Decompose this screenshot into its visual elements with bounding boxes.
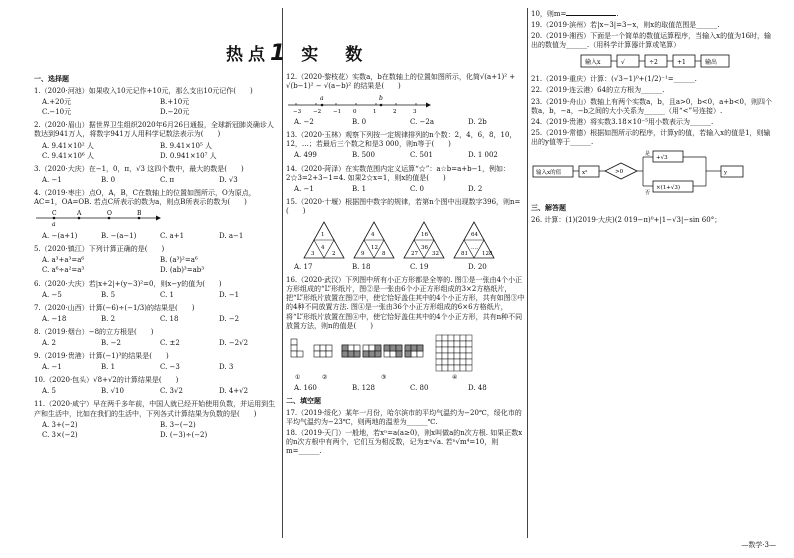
axis-point xyxy=(108,217,111,220)
grid-cell xyxy=(363,351,369,357)
axis-tick-label: −1 xyxy=(333,109,342,116)
grid-cell xyxy=(442,347,448,353)
grid-cell xyxy=(448,347,454,353)
grid-cell xyxy=(369,345,375,351)
grid-cell xyxy=(448,353,454,359)
triangle-number: 1 xyxy=(321,232,325,239)
figure-label: ① xyxy=(295,373,301,381)
answer-option: B. √10 xyxy=(101,387,124,396)
question-text: 25.（2019·常德）根据如图所示的程序，计算y的值，若输入x的值是1，则输出的y值等于______. xyxy=(531,128,771,146)
grid-cell xyxy=(466,335,472,341)
figure-label: ② xyxy=(322,373,328,381)
answer-options xyxy=(42,232,278,241)
question-text: 18.（2019·天门）一般地，若xⁿ=a(a≥0)，则x叫做a的n次方根. 如果正数x的n次方根中有两个，它们互为相反数，记为±ⁿ√a. 若ⁿ√m⁴=10，则m=______. xyxy=(286,429,523,456)
grid-cell xyxy=(320,345,326,351)
grid-cell xyxy=(354,351,360,357)
answer-option: D.−20元 xyxy=(160,108,190,117)
flow-input-label: 输入x的值 xyxy=(536,170,562,177)
question-text: 11.（2020·咸宁）早在两千多年前，中国人就已经开始使用负数，并运用到生产和生活中，比如在我们的生活中，下列各式计算结果为负数的是( ) xyxy=(34,400,276,418)
axis-tick-label: 0 xyxy=(353,109,357,116)
axis-point xyxy=(321,104,324,107)
answer-options xyxy=(42,176,278,185)
answer-options xyxy=(42,421,278,440)
grid-cell xyxy=(342,345,348,351)
number-line-q4 xyxy=(34,209,164,229)
grid-cell xyxy=(448,365,454,371)
answer-option: B. 2 xyxy=(101,314,116,323)
middle-column xyxy=(286,73,526,458)
grid-cell xyxy=(384,351,390,357)
grid-cell xyxy=(460,347,466,353)
answer-options xyxy=(42,142,278,161)
section-heading-fill: 二、填空题 xyxy=(286,396,321,405)
triangle-number: 128 xyxy=(482,251,493,258)
flow-bottom-label: ×(1+√3) xyxy=(656,185,681,192)
grid-cell xyxy=(448,359,454,365)
grid-cell xyxy=(466,347,472,353)
answer-option: D. 20 xyxy=(468,263,487,272)
question-text: 3.（2020·大庆）在−1，0，π，√3 这四个数中，最大的数是( ) xyxy=(34,164,244,173)
answer-option: C. π xyxy=(160,175,175,184)
flow-box-label: 输入x xyxy=(585,59,601,67)
answer-option: C. a⁶÷a²=a³ xyxy=(42,266,85,275)
answer-option: A. −1 xyxy=(42,363,62,372)
question-text: 8.（2019·烟台）−8的立方根是( ) xyxy=(34,327,154,336)
answer-option: D. 0.941×10⁷ 人 xyxy=(160,151,217,160)
page-footer: —数学·3— xyxy=(741,540,776,549)
answer-option: C. a+1 xyxy=(160,232,185,241)
answer-options xyxy=(294,118,526,127)
answer-options xyxy=(294,151,526,160)
flow-yes-label: 是 xyxy=(645,151,651,158)
answer-option: A. a³+a³=a⁶ xyxy=(42,256,85,265)
answer-option: D. −2 xyxy=(219,314,240,323)
answer-option: A.+20元 xyxy=(42,98,72,107)
grid-cell xyxy=(390,345,396,351)
question-text: 24.（2019·贵港）将实数3.18×10⁻⁵用小数表示为______. xyxy=(531,117,714,126)
answer-option: C. 1 xyxy=(160,290,175,299)
answer-option: A. 160 xyxy=(294,383,317,392)
axis-point xyxy=(53,217,56,220)
answer-option: B. 128 xyxy=(352,383,375,392)
axis-point-label: a xyxy=(320,95,324,103)
answer-options xyxy=(294,384,526,393)
answer-options xyxy=(294,185,526,194)
question-text: 26. 计算：(1)(2019·大庆)(2 019−π)⁰+|1−√3|−sin 60°； xyxy=(531,216,722,225)
triangle-number: 16 xyxy=(421,232,428,239)
grid-cell xyxy=(454,365,460,371)
column-divider-2 xyxy=(527,8,528,538)
grid-cell xyxy=(436,365,442,371)
answer-options xyxy=(42,98,278,117)
grid-cell xyxy=(436,359,442,365)
flow-box-label: +1 xyxy=(677,59,686,67)
triangle-number: .... xyxy=(471,245,478,252)
grid-cell xyxy=(454,341,460,347)
grid-cell xyxy=(442,353,448,359)
answer-options xyxy=(294,263,526,272)
triangle-number: 32 xyxy=(432,251,439,258)
answer-option: D. √3 xyxy=(219,175,238,184)
answer-option: D. 1 002 xyxy=(468,151,498,160)
question-text: 21.（2019·重庆）计算：(√3−1)⁰+(1/2)⁻¹=______. xyxy=(531,75,697,84)
flow-output-label: y xyxy=(724,170,728,177)
answer-option: B. 1 xyxy=(101,363,116,372)
question-text: 4.（2019·枣庄）点O，A，B，C在数轴上的位置如图所示，O为原点，AC=1，OA=OB. 若点C所表示的数为a，则点B所表示的数为( ) xyxy=(34,188,256,207)
answer-option: A. −1 xyxy=(294,184,314,193)
triangle-number: 64 xyxy=(471,232,478,239)
triangle-number: 36 xyxy=(421,245,428,252)
right-column xyxy=(531,8,775,227)
question-text: 10.（2020·包头）√8+√2的计算结果是( ) xyxy=(34,376,179,385)
axis-tick-label: 1 xyxy=(373,109,377,116)
answer-option: A. 2 xyxy=(42,338,56,347)
grid-cell xyxy=(297,351,303,357)
grid-cell xyxy=(466,341,472,347)
grid-cell xyxy=(466,365,472,371)
left-column xyxy=(34,73,278,444)
answer-option: D. a−1 xyxy=(219,232,244,241)
question-text: 9.（2019·贵港）计算(−1)³的结果是( ) xyxy=(34,352,169,361)
answer-option: A. −(a+1) xyxy=(42,232,78,241)
answer-option: C. −3 xyxy=(160,363,180,372)
answer-option: B. −2 xyxy=(101,338,121,347)
grid-cell xyxy=(363,345,369,351)
grid-cell xyxy=(384,345,390,351)
answer-options xyxy=(42,291,278,300)
flow-decision-label: >0 xyxy=(615,169,624,176)
grid-cell xyxy=(436,341,442,347)
flow-box-label: ÷2 xyxy=(649,59,658,67)
triangle-number: 4 xyxy=(371,232,375,239)
grid-cell xyxy=(442,335,448,341)
question-text: 7.（2020·山西）计算(−6)÷(−1/3)的结果是( ) xyxy=(34,303,195,312)
grid-cell xyxy=(314,351,320,357)
answer-option: B. 3−(−2) xyxy=(160,420,196,429)
flow-square-label: x² xyxy=(582,170,588,177)
answer-option: A. −2 xyxy=(294,118,314,127)
axis-label: O xyxy=(107,210,112,218)
answer-option: A. 499 xyxy=(294,151,317,160)
answer-option: A. 17 xyxy=(294,263,313,272)
axis-point xyxy=(380,104,383,107)
question-text: 2.（2020·眉山）据世界卫生组织2020年6月26日通报，全球新冠肺炎确诊人数达到941万人，将数字941万人用科学记数法表示为( ) xyxy=(34,121,274,139)
grid-cell xyxy=(460,335,466,341)
grid-cell xyxy=(291,345,297,351)
triangle-pattern-figure xyxy=(286,218,496,260)
column-divider-1 xyxy=(282,8,283,538)
axis-point xyxy=(138,217,141,220)
grid-cell xyxy=(375,351,381,357)
question-text: 15.（2020·十堰）根据图中数字的规律，若第n个图中出现数字396，则n=( ) xyxy=(286,197,521,215)
axis-label: A xyxy=(77,210,82,218)
grid-cell xyxy=(454,359,460,365)
question-text: 14.（2020·菏泽）在实数范围内定义运算“☆”：a☆b=a+b−1，例如：2☆3=2+3−1=4. 如果2☆x=1，则x的值是( ) xyxy=(286,164,510,182)
number-line-q12 xyxy=(286,93,436,115)
grid-figures-q16 xyxy=(286,333,506,381)
triangle-number: 27 xyxy=(411,251,418,258)
grid-cell xyxy=(436,335,442,341)
answer-option: A. −5 xyxy=(42,290,62,299)
answer-option: B. −(a−1) xyxy=(101,232,137,241)
answer-option: D. 48 xyxy=(468,383,487,392)
grid-cell xyxy=(396,345,402,351)
grid-cell xyxy=(454,353,460,359)
grid-cell xyxy=(314,345,320,351)
grid-cell xyxy=(369,351,375,357)
grid-cell xyxy=(466,359,472,365)
answer-option: C. 501 xyxy=(410,151,433,160)
grid-cell xyxy=(396,351,402,357)
answer-option: C. 3×(−2) xyxy=(42,430,78,439)
grid-cell xyxy=(460,341,466,347)
grid-cell xyxy=(436,353,442,359)
answer-option: C.−10元 xyxy=(42,108,72,117)
question-text: 17.（2019·绥化）某年一月份，哈尔滨市的平均气温约为−20℃，绥化市的平均气温约为−23℃，则两地的温差为______℃. xyxy=(286,408,522,426)
grid-cell xyxy=(291,351,297,357)
answer-option: D. (−3)÷(−2) xyxy=(160,430,208,439)
grid-cell xyxy=(417,351,423,357)
axis-tick-label: −3 xyxy=(293,109,302,116)
flow-box-label: √ xyxy=(621,59,625,67)
question-text: 5.（2020·镇江）下列计算正确的是( ) xyxy=(34,245,165,254)
question-text: 1.（2020·河池）如果收入10元记作+10元，那么支出10元记作( ) xyxy=(34,87,253,96)
answer-option: B. 1 xyxy=(352,184,367,193)
triangle-number: 3 xyxy=(311,251,315,258)
answer-option: D. −2√2 xyxy=(219,338,249,347)
question-text: 12.（2020·黎枝花）实数a，b在数轴上的位置如图所示，化简√(a+1)² + √(b−1)² − √(a−b)² 的结果是( ) xyxy=(286,73,516,91)
grid-cell xyxy=(405,345,411,351)
triangle-number: 8 xyxy=(382,251,386,258)
flow-no-label: 否 xyxy=(645,190,651,196)
answer-option: A. 3+(−2) xyxy=(42,420,78,429)
axis-point-label: b xyxy=(379,95,383,103)
answer-option: B.+10元 xyxy=(160,98,190,107)
question-text: 13.（2020·玉林）观察下列按一定规律排列的n个数：2，4，6，8，10，12，…；若最后三个数之和是3 000，则n等于( ) xyxy=(286,131,517,149)
triangle-number: 12 xyxy=(371,245,378,252)
grid-cell xyxy=(375,345,381,351)
grid-cell xyxy=(411,345,417,351)
answer-option: B. 500 xyxy=(352,151,375,160)
answer-option: D. 3 xyxy=(219,363,234,372)
flowchart-q25 xyxy=(531,149,771,195)
flow-top-label: +√3 xyxy=(656,155,668,162)
answer-option: C. ±2 xyxy=(160,338,180,347)
answer-option: B. 9.41×10⁵ 人 xyxy=(160,141,212,150)
grid-cell xyxy=(348,345,354,351)
grid-cell xyxy=(442,365,448,371)
answer-option: A. −1 xyxy=(42,175,62,184)
axis-label: B xyxy=(137,210,142,218)
answer-option: C. −2a xyxy=(410,118,435,127)
answer-option: C. 18 xyxy=(160,314,179,323)
axis-label: C xyxy=(52,210,57,218)
answer-option: B. (a³)²=a⁶ xyxy=(160,256,198,265)
grid-cell xyxy=(460,359,466,365)
question-text: 20.（2019·湘西）下面是一个简单的数值运算程序，当输入x的值为16时，输出的数值为______.（用科学计算器计算或笔算） xyxy=(531,32,772,50)
answer-option: C. 3√2 xyxy=(160,387,183,396)
section-heading-solve: 三、解答题 xyxy=(531,204,566,213)
grid-cell xyxy=(460,353,466,359)
triangle-number: 2 xyxy=(332,251,336,258)
grid-cell xyxy=(454,347,460,353)
answer-option: D. 2b xyxy=(468,118,487,127)
grid-cell xyxy=(436,347,442,353)
axis-point xyxy=(78,217,81,220)
figure-label: ④ xyxy=(452,373,458,381)
answer-option: C. 19 xyxy=(410,263,429,272)
question-text: 19.（2019·滨州）若|x−3|=3−x，则x的取值范围是______. xyxy=(531,21,720,30)
figure-label: ③ xyxy=(381,373,387,381)
answer-option: B. 5 xyxy=(101,290,116,299)
triangle-number: 9 xyxy=(361,251,365,258)
answer-option: B. 18 xyxy=(352,263,371,272)
grid-cell xyxy=(466,353,472,359)
answer-option: A. 9.41×10² 人 xyxy=(42,141,94,150)
answer-option: A. 5 xyxy=(42,387,56,396)
grid-cell xyxy=(291,339,297,345)
grid-cell xyxy=(390,351,396,357)
answer-option: D. (ab)³=ab³ xyxy=(160,266,205,275)
flowchart-q20 xyxy=(531,52,771,72)
answer-option: A. −18 xyxy=(42,314,67,323)
grid-cell xyxy=(354,345,360,351)
answer-option: C. 9.41×10⁶ 人 xyxy=(42,151,94,160)
question-18-tail: 10，则m= . xyxy=(531,10,619,18)
axis-label-a: a xyxy=(52,221,56,229)
triangle-number: 81 xyxy=(461,251,468,258)
axis-tick-label: 3 xyxy=(413,109,417,116)
answer-options xyxy=(42,256,278,275)
grid-cell xyxy=(320,351,326,357)
axis-tick-label: 2 xyxy=(393,109,397,116)
answer-options xyxy=(42,339,278,348)
triangle-number: 4 xyxy=(321,245,325,252)
answer-option: B. 0 xyxy=(101,175,116,184)
answer-option: C. 0 xyxy=(410,184,425,193)
answer-options xyxy=(42,363,278,372)
answer-options xyxy=(42,315,278,324)
answer-options xyxy=(42,387,278,396)
grid-cell xyxy=(326,345,332,351)
answer-option: C. 80 xyxy=(410,383,429,392)
flow-box-label: 输出 xyxy=(705,59,718,67)
grid-cell xyxy=(405,351,411,357)
section-heading-choice: 一、选择题 xyxy=(34,75,69,83)
grid-cell xyxy=(448,335,454,341)
question-text: 6.（2020·大庆）若|x+2|+(y−3)²=0，则x−y的值为( ) xyxy=(34,279,222,288)
grid-cell xyxy=(454,335,460,341)
grid-cell xyxy=(448,341,454,347)
axis-tick-label: −2 xyxy=(313,109,322,116)
answer-option: B. 0 xyxy=(352,118,367,127)
grid-cell xyxy=(442,359,448,365)
answer-option: D. 4+√2 xyxy=(219,387,249,396)
answer-option: D. −1 xyxy=(219,290,240,299)
grid-cell xyxy=(442,341,448,347)
grid-cell xyxy=(342,351,348,357)
grid-cell xyxy=(411,351,417,357)
question-text: 23.（2019·舟山）数轴上有两个实数a，b，且a>0，b<0，a+b<0，则四个数a，b，−a，−b之间的大小关系为______（用“<”号连接）. xyxy=(531,97,772,115)
grid-cell xyxy=(326,351,332,357)
grid-cell xyxy=(460,365,466,371)
question-text: 16.（2020·武汉）下列图中所有小正方形都是全等的. 图①是一张由4个小正方形组成的“L”形纸片，图②是一张由6个小正方形组成的3×2方格纸片，把“L”形纸片放置在图②中，使它恰好盖住其中的4个小正方形，共有如图③中的4种不同放置方法. 图④是一张由36个小正方形组成的6×6方格纸片，将“L”形纸片放置在图④中，使它恰好盖住其中的4个小正方形，共有n种不同放置方法，则n的值是( ) xyxy=(286,276,525,330)
question-text: 22.（2019·连云港）64的立方根为______. xyxy=(531,86,665,95)
grid-cell xyxy=(348,351,354,357)
grid-cell xyxy=(417,345,423,351)
page-title: 热点1 实 数 xyxy=(226,41,368,66)
answer-option: D. 2 xyxy=(468,184,483,193)
